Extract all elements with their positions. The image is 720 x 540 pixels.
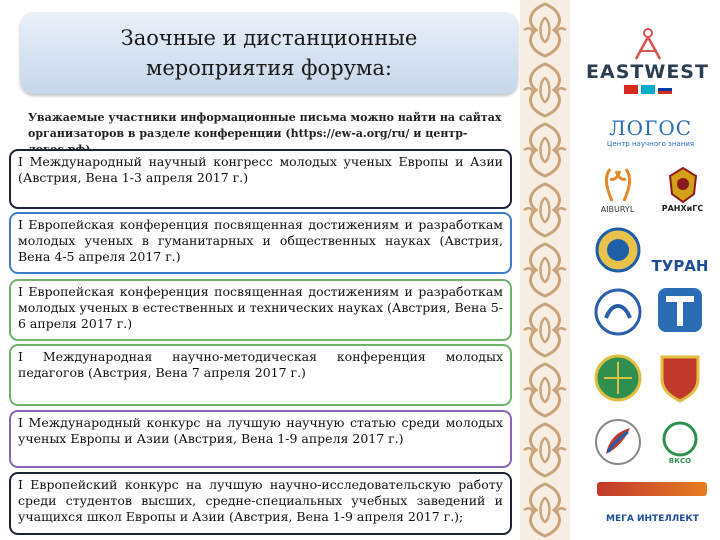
- partner-logos: [575, 0, 720, 540]
- red-brand-logo: [593, 478, 711, 500]
- shield-icon: [658, 353, 702, 403]
- aiburyl-logo: [590, 160, 645, 218]
- round-emblem-icon: [595, 227, 641, 273]
- ranhigs-logo-text: РАНХиГС: [661, 203, 704, 213]
- event-item: I Международный конкурс на лучшую научную статью среди молодых ученых Европы и Азии (Австрия, Вена 1-9 апреля 2017 г.): [9, 410, 512, 468]
- event-item: I Международная научно-методическая конференция молодых педагогов (Австрия, Вена 7 апреля 2017 г.): [9, 344, 512, 406]
- mega-intellect-logo: [590, 504, 715, 534]
- flags-row: [624, 85, 672, 94]
- t-university-logo: [655, 282, 705, 342]
- compass-icon: [628, 27, 668, 61]
- flag-russia-icon: [658, 85, 672, 94]
- eastwest-logo-text: EASTWEST: [586, 60, 709, 83]
- shield-logo: [655, 348, 705, 408]
- vkgu-emblem-icon: [594, 288, 642, 336]
- event-item: I Европейская конференция посвященная достижениям и разработкам молодых ученых в гуманитарных и общественных науках (Австрия, Вена 4-5 апреля 2017 г.): [9, 212, 512, 274]
- flag-kazakhstan-icon: [641, 85, 655, 94]
- notice-line-1: Уважаемые участники информационные письма можно найти на сайтах: [28, 111, 502, 124]
- mega-intellect-text: МЕГА ИНТЕЛЛЕКТ: [606, 514, 699, 524]
- event-item: I Европейская конференция посвященная достижениям и разработкам молодых ученых в естественных и технических науках (Австрия, Вена 5-6 апреля 2017 г.): [9, 279, 512, 341]
- slide-title-line-1: Заочные и дистанционные: [120, 26, 418, 50]
- green-emblem-logo: [593, 348, 643, 408]
- ranhigs-logo: [655, 160, 710, 218]
- vkgu-logo: [593, 282, 643, 342]
- vkso-logo-text: ВКСО: [668, 456, 692, 465]
- aiburyl-logo-text: AIBURYL: [600, 204, 635, 214]
- flag-emblem-icon: [594, 418, 642, 466]
- logos-logo-subtitle: Центр научного знания: [606, 140, 695, 148]
- logos-logo-text: ЛОГОС: [608, 116, 693, 140]
- vkso-logo: [655, 415, 705, 470]
- ornament-pattern-icon: [520, 0, 570, 540]
- red-brand-banner: [597, 482, 707, 496]
- t-letter-icon: [656, 286, 704, 338]
- eagle-emblem-icon: [666, 166, 700, 204]
- turan-logo: [650, 255, 710, 277]
- ornament-border: [520, 0, 570, 540]
- flag-austria-icon: [624, 85, 638, 94]
- flag-emblem-logo: [593, 412, 643, 472]
- globe-emblem-icon: [594, 354, 642, 402]
- event-item: I Международный научный конгресс молодых ученых Европы и Азии (Австрия, Вена 1-3 апреля 2017 г.): [9, 149, 512, 209]
- eastwest-logo: [585, 15, 710, 105]
- logos-logo: [593, 108, 708, 156]
- vkso-emblem-icon: [660, 421, 700, 457]
- university-emblem-1: [593, 222, 643, 277]
- slide-title-box: [20, 12, 518, 94]
- event-item: I Европейский конкурс на лучшую научно-исследовательскую работу среди студентов высших, средне-специальных учебных заведений и учащихся школ Европы и Азии (Австрия, Вена 1-9 апреля 2017 г.);: [9, 472, 512, 535]
- dancers-icon: [598, 165, 638, 205]
- slide-title-line-2: мероприятия форума:: [146, 56, 392, 80]
- notice-line-2: организаторов в разделе конференции (https://ew-a.org/ru/ и центр-: [28, 127, 468, 140]
- turan-logo-text: ТУРАН: [651, 257, 709, 275]
